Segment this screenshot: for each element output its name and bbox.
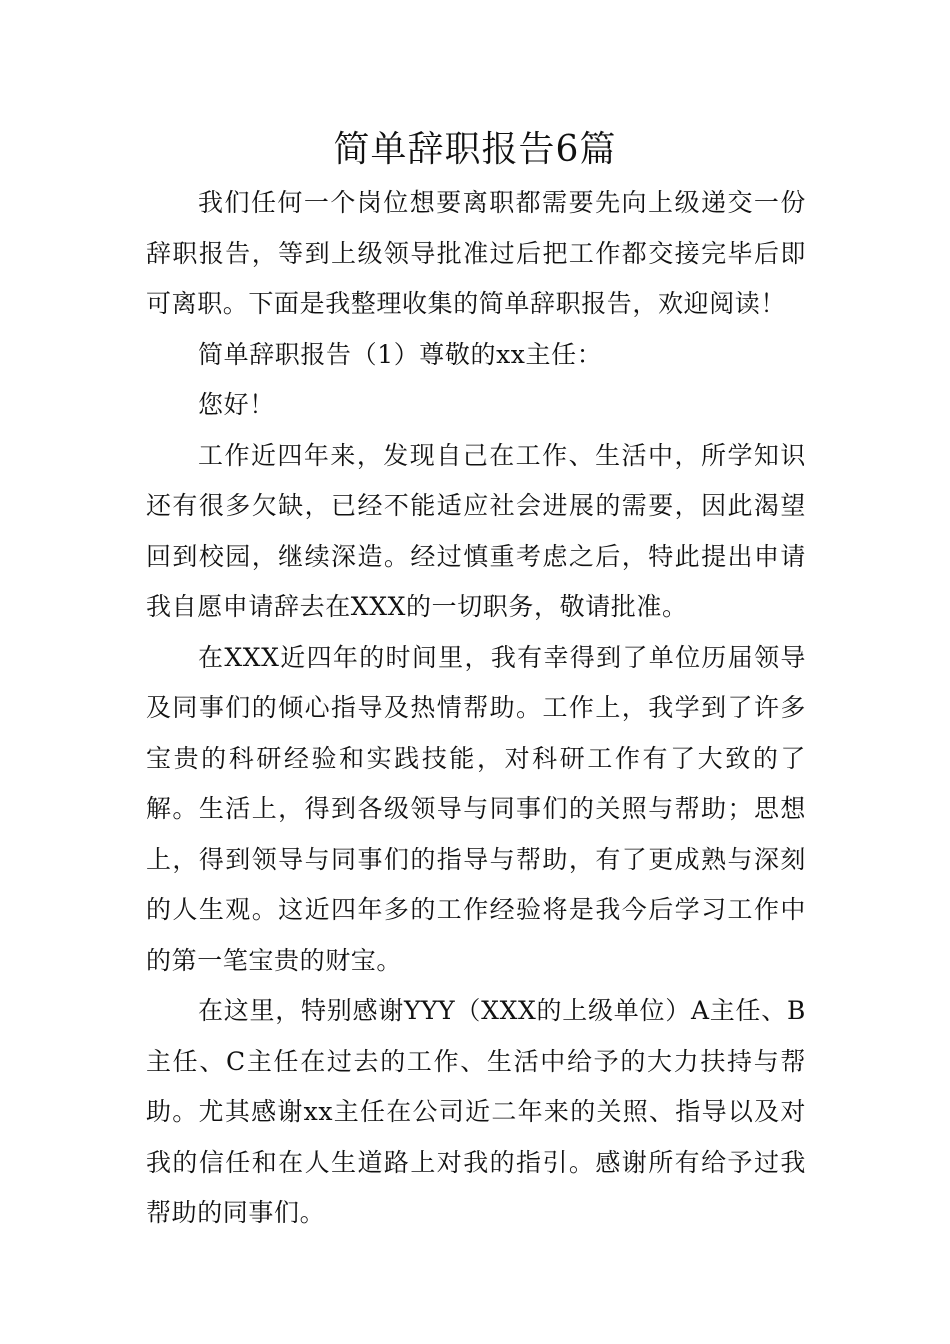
document-title: 简单辞职报告6篇 [333,129,617,170]
body-paragraph: 工作近四年来，发现自己在工作、生活中，所学知识还有很多欠缺，已经不能适应社会进展的需要，因此渴望回到校园，继续深造。经过慎重考虑之后，特此提出申请我自愿申请辞去在XXX的一切职务，敬请批准。 [146,440,806,621]
letter-heading: 简单辞职报告（1）尊敬的xx主任： [198,339,603,369]
greeting: 您好！ [198,390,275,419]
body-paragraph: 在XXX近四年的时间里，我有幸得到了单位历届领导及同事们的倾心指导及热情帮助。工作上，我学到了许多宝贵的科研经验和实践技能，对科研工作有了大致的了解。生活上，得到各级领导与同事们的关照与帮助；思想上，得到领导与同事们的指导与帮助，有了更成熟与深刻的人生观。这近四年多的工作经验将是我今后学习工作中的第一笔宝贵的财宝。 [146,642,806,975]
intro-paragraph: 我们任何一个岗位想要离职都需要先向上级递交一份辞职报告，等到上级领导批准过后把工作都交接完毕后即可离职。下面是我整理收集的简单辞职报告，欢迎阅读！ [146,188,806,318]
document-body [146,178,806,1239]
body-paragraph: 在这里，特别感谢YYY（XXX的上级单位）A主任、B主任、C主任在过去的工作、生活中给予的大力扶持与帮助。尤其感谢xx主任在公司近二年来的关照、指导以及对我的信任和在人生道路上对我的指引。感谢所有给予过我帮助的同事们。 [146,996,806,1227]
